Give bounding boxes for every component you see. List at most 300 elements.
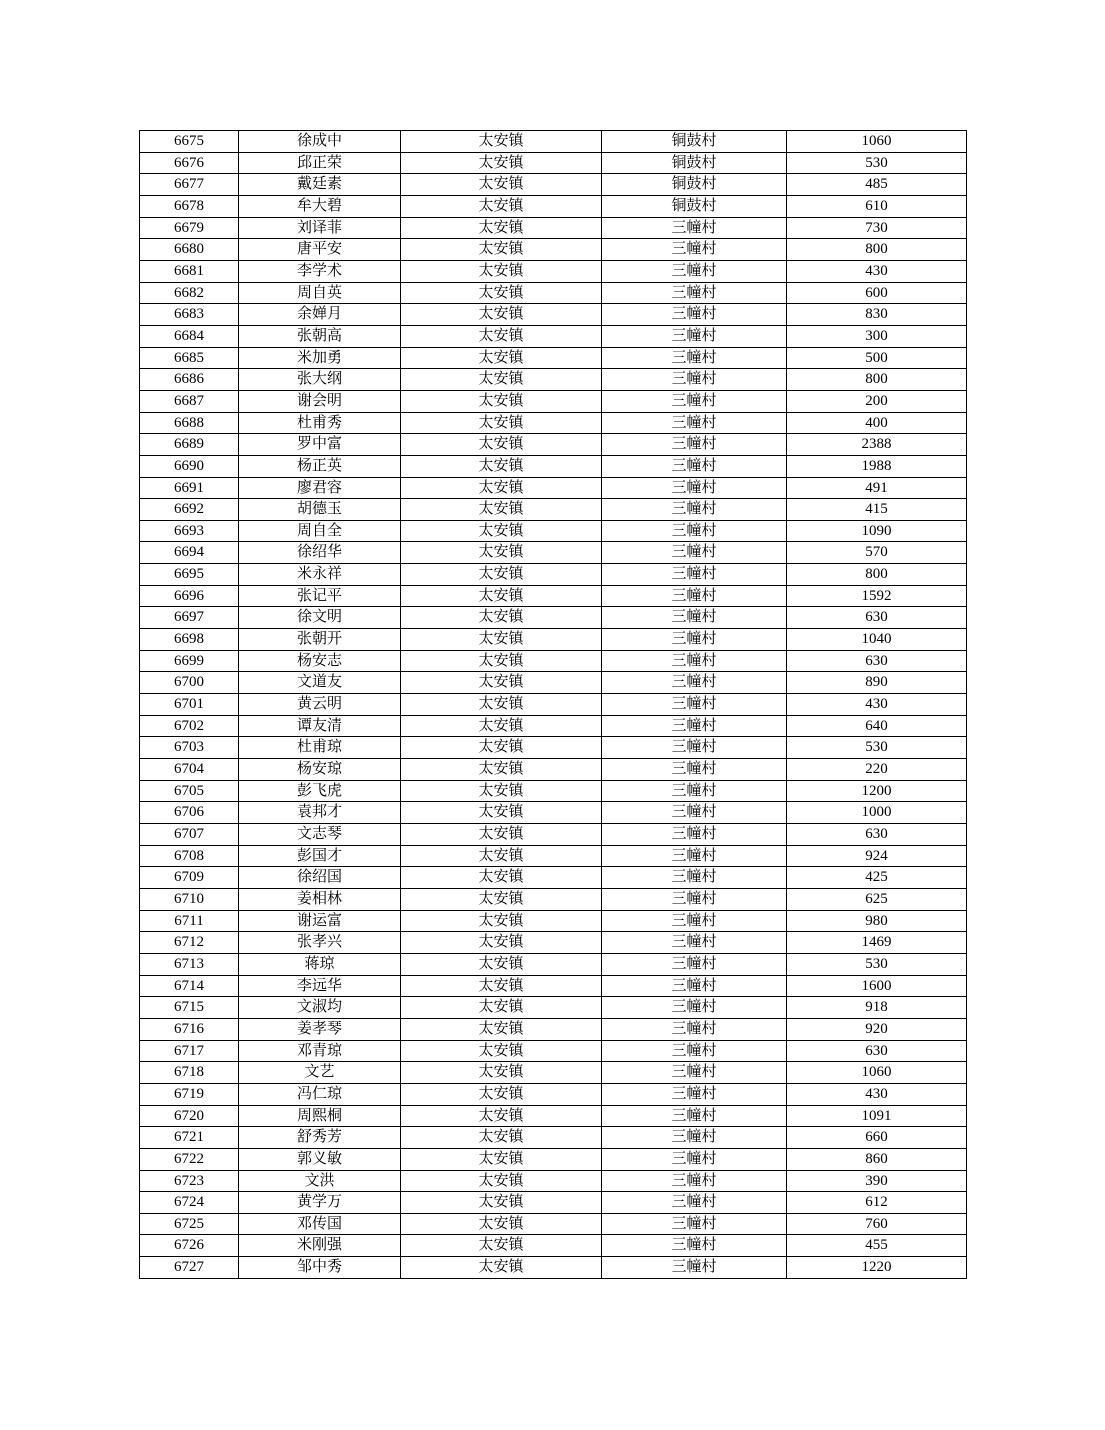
cell-village: 三幢村	[602, 434, 787, 456]
table-row	[140, 780, 967, 802]
cell-amount: 1988	[787, 455, 967, 477]
cell-amount: 625	[787, 888, 967, 910]
cell-amount: 660	[787, 1127, 967, 1149]
cell-amount: 1200	[787, 780, 967, 802]
table-row	[140, 1083, 967, 1105]
cell-amount: 630	[787, 650, 967, 672]
cell-amount: 1220	[787, 1257, 967, 1279]
cell-name: 袁邦才	[239, 802, 401, 824]
cell-amount: 800	[787, 369, 967, 391]
cell-village: 三幢村	[602, 1235, 787, 1257]
cell-id: 6690	[140, 455, 239, 477]
cell-amount: 570	[787, 542, 967, 564]
cell-town: 太安镇	[401, 325, 602, 347]
cell-id: 6707	[140, 824, 239, 846]
cell-id: 6696	[140, 585, 239, 607]
cell-village: 三幢村	[602, 499, 787, 521]
cell-id: 6686	[140, 369, 239, 391]
cell-amount: 455	[787, 1235, 967, 1257]
cell-name: 刘译菲	[239, 217, 401, 239]
cell-id: 6717	[140, 1040, 239, 1062]
cell-id: 6689	[140, 434, 239, 456]
cell-town: 太安镇	[401, 239, 602, 261]
cell-village: 三幢村	[602, 564, 787, 586]
cell-town: 太安镇	[401, 1105, 602, 1127]
cell-village: 三幢村	[602, 759, 787, 781]
cell-name: 徐绍华	[239, 542, 401, 564]
cell-name: 谢会明	[239, 390, 401, 412]
table-row	[140, 759, 967, 781]
table-row	[140, 1018, 967, 1040]
cell-id: 6702	[140, 715, 239, 737]
table-row	[140, 888, 967, 910]
cell-town: 太安镇	[401, 347, 602, 369]
cell-town: 太安镇	[401, 455, 602, 477]
cell-amount: 400	[787, 412, 967, 434]
cell-amount: 890	[787, 672, 967, 694]
table-row	[140, 499, 967, 521]
cell-amount: 610	[787, 195, 967, 217]
cell-town: 太安镇	[401, 888, 602, 910]
cell-amount: 430	[787, 1083, 967, 1105]
cell-village: 三幢村	[602, 1040, 787, 1062]
cell-amount: 530	[787, 953, 967, 975]
cell-name: 文道友	[239, 672, 401, 694]
cell-id: 6715	[140, 997, 239, 1019]
cell-town: 太安镇	[401, 650, 602, 672]
cell-town: 太安镇	[401, 1062, 602, 1084]
table-row	[140, 520, 967, 542]
cell-name: 杜甫琼	[239, 737, 401, 759]
cell-village: 三幢村	[602, 1170, 787, 1192]
cell-town: 太安镇	[401, 932, 602, 954]
table-row	[140, 910, 967, 932]
cell-village: 三幢村	[602, 737, 787, 759]
table-row	[140, 1213, 967, 1235]
cell-town: 太安镇	[401, 867, 602, 889]
cell-id: 6714	[140, 975, 239, 997]
cell-name: 杜甫秀	[239, 412, 401, 434]
table-row	[140, 1170, 967, 1192]
cell-id: 6675	[140, 131, 239, 153]
cell-amount: 390	[787, 1170, 967, 1192]
cell-name: 姜孝琴	[239, 1018, 401, 1040]
payment-table-body	[140, 131, 967, 1279]
table-row	[140, 975, 967, 997]
cell-id: 6691	[140, 477, 239, 499]
cell-village: 三幢村	[602, 585, 787, 607]
cell-id: 6687	[140, 390, 239, 412]
cell-town: 太安镇	[401, 195, 602, 217]
cell-amount: 1600	[787, 975, 967, 997]
cell-amount: 924	[787, 845, 967, 867]
table-row	[140, 195, 967, 217]
cell-village: 三幢村	[602, 1062, 787, 1084]
cell-town: 太安镇	[401, 997, 602, 1019]
cell-id: 6716	[140, 1018, 239, 1040]
cell-id: 6703	[140, 737, 239, 759]
cell-name: 杨安志	[239, 650, 401, 672]
cell-name: 邓青琼	[239, 1040, 401, 1062]
cell-town: 太安镇	[401, 629, 602, 651]
cell-village: 三幢村	[602, 802, 787, 824]
table-row	[140, 1148, 967, 1170]
cell-town: 太安镇	[401, 520, 602, 542]
cell-name: 周自英	[239, 282, 401, 304]
cell-town: 太安镇	[401, 759, 602, 781]
cell-amount: 600	[787, 282, 967, 304]
cell-village: 三幢村	[602, 304, 787, 326]
cell-town: 太安镇	[401, 824, 602, 846]
cell-name: 张朝高	[239, 325, 401, 347]
cell-amount: 1060	[787, 131, 967, 153]
cell-id: 6682	[140, 282, 239, 304]
table-row	[140, 650, 967, 672]
cell-name: 蒋琼	[239, 953, 401, 975]
table-row	[140, 260, 967, 282]
cell-amount: 920	[787, 1018, 967, 1040]
cell-amount: 640	[787, 715, 967, 737]
cell-town: 太安镇	[401, 564, 602, 586]
table-row	[140, 217, 967, 239]
cell-town: 太安镇	[401, 607, 602, 629]
cell-id: 6708	[140, 845, 239, 867]
cell-town: 太安镇	[401, 1018, 602, 1040]
cell-town: 太安镇	[401, 672, 602, 694]
cell-village: 三幢村	[602, 845, 787, 867]
cell-id: 6710	[140, 888, 239, 910]
cell-amount: 430	[787, 260, 967, 282]
cell-id: 6720	[140, 1105, 239, 1127]
table-row	[140, 390, 967, 412]
cell-amount: 630	[787, 1040, 967, 1062]
cell-name: 牟大碧	[239, 195, 401, 217]
cell-village: 三幢村	[602, 824, 787, 846]
table-row	[140, 607, 967, 629]
cell-id: 6680	[140, 239, 239, 261]
table-row	[140, 1235, 967, 1257]
cell-name: 徐成中	[239, 131, 401, 153]
cell-id: 6695	[140, 564, 239, 586]
cell-village: 三幢村	[602, 325, 787, 347]
cell-town: 太安镇	[401, 304, 602, 326]
cell-village: 三幢村	[602, 1105, 787, 1127]
cell-village: 三幢村	[602, 694, 787, 716]
cell-amount: 612	[787, 1192, 967, 1214]
cell-id: 6713	[140, 953, 239, 975]
cell-village: 三幢村	[602, 260, 787, 282]
cell-town: 太安镇	[401, 715, 602, 737]
cell-town: 太安镇	[401, 1127, 602, 1149]
cell-town: 太安镇	[401, 477, 602, 499]
cell-village: 三幢村	[602, 997, 787, 1019]
cell-name: 戴廷素	[239, 174, 401, 196]
cell-name: 胡德玉	[239, 499, 401, 521]
table-row	[140, 412, 967, 434]
cell-amount: 415	[787, 499, 967, 521]
cell-name: 张朝开	[239, 629, 401, 651]
table-row	[140, 953, 967, 975]
cell-town: 太安镇	[401, 780, 602, 802]
table-row	[140, 477, 967, 499]
cell-village: 三幢村	[602, 715, 787, 737]
table-row	[140, 152, 967, 174]
cell-amount: 500	[787, 347, 967, 369]
cell-town: 太安镇	[401, 1235, 602, 1257]
table-row	[140, 325, 967, 347]
cell-id: 6692	[140, 499, 239, 521]
cell-amount: 300	[787, 325, 967, 347]
cell-village: 三幢村	[602, 607, 787, 629]
cell-town: 太安镇	[401, 412, 602, 434]
table-row	[140, 1105, 967, 1127]
cell-name: 唐平安	[239, 239, 401, 261]
cell-name: 余婵月	[239, 304, 401, 326]
cell-village: 三幢村	[602, 780, 787, 802]
cell-town: 太安镇	[401, 1148, 602, 1170]
cell-name: 黄学万	[239, 1192, 401, 1214]
cell-amount: 800	[787, 239, 967, 261]
table-row	[140, 867, 967, 889]
cell-amount: 830	[787, 304, 967, 326]
cell-id: 6718	[140, 1062, 239, 1084]
cell-id: 6685	[140, 347, 239, 369]
cell-amount: 1000	[787, 802, 967, 824]
cell-id: 6694	[140, 542, 239, 564]
cell-village: 三幢村	[602, 629, 787, 651]
cell-town: 太安镇	[401, 542, 602, 564]
cell-id: 6712	[140, 932, 239, 954]
cell-town: 太安镇	[401, 369, 602, 391]
cell-village: 三幢村	[602, 477, 787, 499]
cell-village: 三幢村	[602, 542, 787, 564]
cell-town: 太安镇	[401, 1213, 602, 1235]
cell-name: 张孝兴	[239, 932, 401, 954]
cell-town: 太安镇	[401, 1257, 602, 1279]
cell-name: 米加勇	[239, 347, 401, 369]
cell-name: 周自全	[239, 520, 401, 542]
cell-name: 郭义敏	[239, 1148, 401, 1170]
cell-town: 太安镇	[401, 802, 602, 824]
cell-village: 三幢村	[602, 1257, 787, 1279]
cell-amount: 1090	[787, 520, 967, 542]
cell-name: 邓传国	[239, 1213, 401, 1235]
cell-amount: 1592	[787, 585, 967, 607]
cell-name: 谭友清	[239, 715, 401, 737]
table-row	[140, 1257, 967, 1279]
cell-id: 6677	[140, 174, 239, 196]
cell-village: 铜鼓村	[602, 152, 787, 174]
cell-amount: 530	[787, 737, 967, 759]
cell-amount: 980	[787, 910, 967, 932]
cell-id: 6711	[140, 910, 239, 932]
cell-village: 三幢村	[602, 1213, 787, 1235]
cell-town: 太安镇	[401, 910, 602, 932]
cell-id: 6709	[140, 867, 239, 889]
cell-name: 文艺	[239, 1062, 401, 1084]
table-row	[140, 369, 967, 391]
table-row	[140, 304, 967, 326]
cell-amount: 530	[787, 152, 967, 174]
table-row	[140, 239, 967, 261]
table-row	[140, 629, 967, 651]
cell-town: 太安镇	[401, 390, 602, 412]
cell-id: 6700	[140, 672, 239, 694]
cell-town: 太安镇	[401, 1192, 602, 1214]
cell-town: 太安镇	[401, 1170, 602, 1192]
cell-village: 三幢村	[602, 282, 787, 304]
cell-id: 6723	[140, 1170, 239, 1192]
cell-id: 6724	[140, 1192, 239, 1214]
cell-village: 三幢村	[602, 1148, 787, 1170]
cell-town: 太安镇	[401, 694, 602, 716]
table-row	[140, 585, 967, 607]
cell-village: 三幢村	[602, 347, 787, 369]
cell-town: 太安镇	[401, 434, 602, 456]
cell-town: 太安镇	[401, 131, 602, 153]
table-row	[140, 802, 967, 824]
cell-village: 三幢村	[602, 217, 787, 239]
cell-village: 三幢村	[602, 1127, 787, 1149]
table-row	[140, 824, 967, 846]
cell-village: 三幢村	[602, 910, 787, 932]
cell-id: 6681	[140, 260, 239, 282]
cell-town: 太安镇	[401, 499, 602, 521]
cell-town: 太安镇	[401, 152, 602, 174]
cell-village: 三幢村	[602, 888, 787, 910]
cell-village: 三幢村	[602, 975, 787, 997]
table-row	[140, 131, 967, 153]
cell-name: 徐文明	[239, 607, 401, 629]
cell-name: 徐绍国	[239, 867, 401, 889]
cell-name: 杨安琼	[239, 759, 401, 781]
cell-id: 6693	[140, 520, 239, 542]
cell-amount: 1060	[787, 1062, 967, 1084]
cell-amount: 730	[787, 217, 967, 239]
cell-town: 太安镇	[401, 260, 602, 282]
cell-amount: 200	[787, 390, 967, 412]
cell-id: 6699	[140, 650, 239, 672]
cell-amount: 491	[787, 477, 967, 499]
cell-name: 李学术	[239, 260, 401, 282]
cell-amount: 220	[787, 759, 967, 781]
cell-name: 邹中秀	[239, 1257, 401, 1279]
cell-village: 三幢村	[602, 932, 787, 954]
table-row	[140, 455, 967, 477]
cell-amount: 860	[787, 1148, 967, 1170]
cell-id: 6705	[140, 780, 239, 802]
cell-amount: 1091	[787, 1105, 967, 1127]
cell-amount: 800	[787, 564, 967, 586]
cell-id: 6701	[140, 694, 239, 716]
cell-town: 太安镇	[401, 737, 602, 759]
cell-name: 文洪	[239, 1170, 401, 1192]
table-row	[140, 434, 967, 456]
cell-village: 三幢村	[602, 369, 787, 391]
cell-id: 6719	[140, 1083, 239, 1105]
cell-id: 6722	[140, 1148, 239, 1170]
cell-id: 6676	[140, 152, 239, 174]
cell-village: 三幢村	[602, 1083, 787, 1105]
cell-town: 太安镇	[401, 975, 602, 997]
cell-village: 三幢村	[602, 412, 787, 434]
payment-table	[139, 130, 967, 1279]
cell-amount: 630	[787, 824, 967, 846]
cell-id: 6706	[140, 802, 239, 824]
cell-amount: 425	[787, 867, 967, 889]
cell-name: 李远华	[239, 975, 401, 997]
table-row	[140, 715, 967, 737]
cell-village: 铜鼓村	[602, 174, 787, 196]
cell-village: 三幢村	[602, 1192, 787, 1214]
cell-name: 舒秀芳	[239, 1127, 401, 1149]
table-row	[140, 1192, 967, 1214]
cell-town: 太安镇	[401, 953, 602, 975]
cell-name: 谢运富	[239, 910, 401, 932]
cell-name: 彭飞虎	[239, 780, 401, 802]
cell-name: 张记平	[239, 585, 401, 607]
cell-village: 三幢村	[602, 239, 787, 261]
cell-id: 6688	[140, 412, 239, 434]
table-row	[140, 174, 967, 196]
cell-village: 三幢村	[602, 953, 787, 975]
cell-amount: 1040	[787, 629, 967, 651]
table-row	[140, 282, 967, 304]
table-row	[140, 1062, 967, 1084]
cell-village: 铜鼓村	[602, 131, 787, 153]
cell-id: 6683	[140, 304, 239, 326]
cell-name: 罗中富	[239, 434, 401, 456]
cell-id: 6725	[140, 1213, 239, 1235]
table-row	[140, 1127, 967, 1149]
cell-id: 6726	[140, 1235, 239, 1257]
cell-village: 三幢村	[602, 455, 787, 477]
cell-id: 6727	[140, 1257, 239, 1279]
cell-town: 太安镇	[401, 282, 602, 304]
cell-name: 黄云明	[239, 694, 401, 716]
cell-village: 三幢村	[602, 520, 787, 542]
cell-id: 6704	[140, 759, 239, 781]
cell-town: 太安镇	[401, 1083, 602, 1105]
cell-town: 太安镇	[401, 845, 602, 867]
cell-amount: 918	[787, 997, 967, 1019]
table-row	[140, 1040, 967, 1062]
cell-name: 张大纲	[239, 369, 401, 391]
cell-id: 6679	[140, 217, 239, 239]
cell-name: 邱正荣	[239, 152, 401, 174]
cell-amount: 430	[787, 694, 967, 716]
table-row	[140, 694, 967, 716]
cell-amount: 630	[787, 607, 967, 629]
table-row	[140, 932, 967, 954]
cell-name: 周熙桐	[239, 1105, 401, 1127]
cell-name: 文淑均	[239, 997, 401, 1019]
cell-name: 彭国才	[239, 845, 401, 867]
cell-amount: 760	[787, 1213, 967, 1235]
cell-town: 太安镇	[401, 1040, 602, 1062]
cell-name: 姜相林	[239, 888, 401, 910]
cell-village: 三幢村	[602, 867, 787, 889]
cell-village: 铜鼓村	[602, 195, 787, 217]
table-row	[140, 845, 967, 867]
table-row	[140, 997, 967, 1019]
cell-village: 三幢村	[602, 1018, 787, 1040]
table-row	[140, 564, 967, 586]
table-row	[140, 737, 967, 759]
cell-village: 三幢村	[602, 390, 787, 412]
cell-village: 三幢村	[602, 672, 787, 694]
cell-name: 米永祥	[239, 564, 401, 586]
